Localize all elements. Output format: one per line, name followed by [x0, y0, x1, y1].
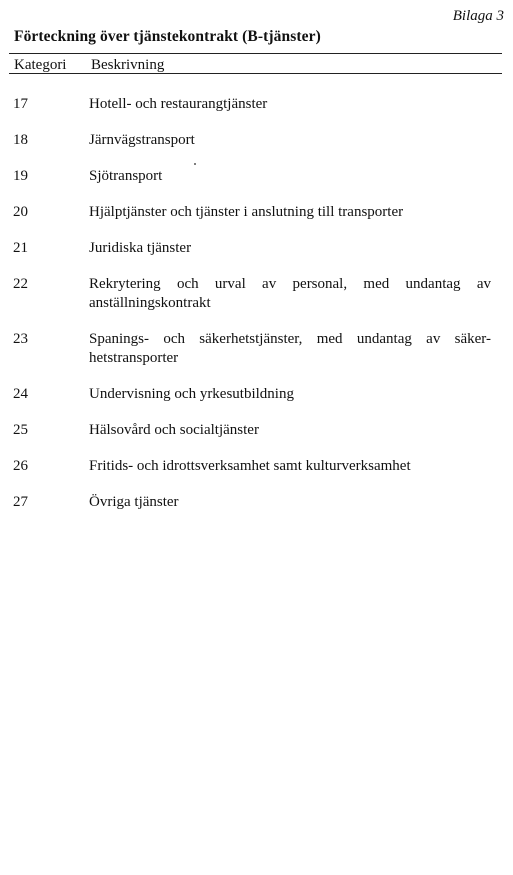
category-description: Juridiska tjänster: [89, 240, 192, 256]
column-header-category: Kategori: [14, 57, 67, 73]
table-row: [0, 239, 513, 258]
table-row: [0, 95, 513, 114]
category-number: 21: [13, 240, 28, 256]
table-row: [0, 167, 513, 186]
annex-label: Bilaga 3: [452, 8, 504, 24]
category-number: 20: [13, 204, 28, 220]
category-number: 24: [13, 386, 28, 402]
table-row: [0, 131, 513, 150]
table-row: [0, 275, 513, 313]
category-description: Övriga tjänster: [89, 494, 179, 510]
category-description: Hjälptjänster och tjänster i anslutning till transporter: [89, 204, 404, 220]
table-row: [0, 385, 513, 404]
category-number: 27: [13, 494, 28, 510]
table-row: [0, 330, 513, 368]
category-description: Undervisning och yrkesutbildning: [89, 386, 294, 402]
category-description: Järnvägstransport: [89, 132, 195, 148]
table-body: [0, 95, 513, 529]
category-description: Hotell- och restaurangtjänster: [89, 96, 268, 112]
page-title: Förteckning över tjänstekontrakt (B-tjänster): [14, 28, 321, 45]
category-number: 18: [13, 132, 28, 148]
table-header-rule: [9, 73, 502, 74]
table-row: [0, 493, 513, 512]
category-number: 19: [13, 168, 28, 184]
table-top-rule: [9, 53, 502, 54]
table-row: [0, 457, 513, 476]
category-description: Fritids- och idrottsverksamhet samt kulturverksamhet: [89, 458, 411, 474]
category-description: Hälsovård och socialtjänster: [89, 422, 259, 438]
category-number: 17: [13, 96, 28, 112]
category-number: 25: [13, 422, 28, 438]
category-description: Rekrytering och urval av personal, med undantag av anställningskontrakt: [89, 276, 491, 311]
category-number: 26: [13, 458, 28, 474]
category-description: Spanings- och säkerhetstjänster, med undantag av säker-hetstransporter: [89, 331, 491, 366]
category-description: Sjötransport: [89, 168, 163, 184]
category-number: 22: [13, 276, 28, 292]
scan-speck: [194, 163, 196, 165]
category-number: 23: [13, 331, 28, 347]
column-header-description: Beskrivning: [91, 57, 165, 73]
table-row: [0, 421, 513, 440]
table-row: [0, 203, 513, 222]
